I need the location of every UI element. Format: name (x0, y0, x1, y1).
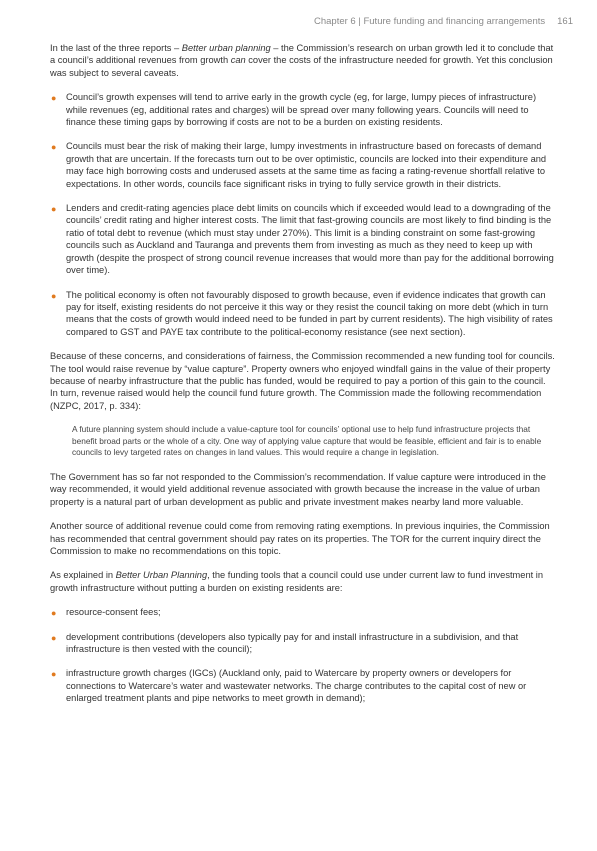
list-item (50, 606, 555, 618)
list-item-text: The political economy is often not favourably disposed to growth because, even if evidence indicates that growth can pay for itself, existing residents do not perceive it this way or they resist the council taking on more debt (which in turn means that the costs of growth would indeed need to be funded in part by current residents). The high visibility of rates compared to GST and PAYE tax contribute to the political-economy resistance (see next section). (66, 289, 553, 337)
page-number: 161 (557, 16, 573, 27)
list-item-text: Council’s growth expenses will tend to arrive early in the growth cycle (eg, for large, lumpy pieces of infrastructure) while revenues (eg, additional rates and charges) will be spread over many following years. Councils will need to finance these timing gaps by borrowing if costs are not to be a burden on existing residents. (66, 92, 537, 128)
caveats-list (50, 91, 555, 338)
list-item (50, 631, 555, 656)
emphasis-can: can (230, 55, 246, 66)
list-item (50, 289, 555, 339)
funding-tools-list (50, 606, 555, 704)
running-header (0, 16, 573, 27)
report-title-2: Better Urban Planning (115, 570, 208, 581)
rating-exemptions-paragraph: Another source of additional revenue could come from removing rating exemptions. In previous inquiries, the Commission has recommended that central government should pay rates on its properties. The TOR for the current inquiry direct the Commission to make no recommendations on this topic. (50, 521, 550, 556)
chapter-title: Chapter 6 | Future funding and financing arrangements (314, 16, 546, 27)
explained-text-1: As explained in (50, 570, 116, 581)
intro-text-2: – the Commission’s research on urban growth led it to conclude that a council’s additional revenues from growth (50, 43, 554, 66)
bullet-icon: ● (51, 669, 57, 680)
concerns-paragraph: Because of these concerns, and considerations of fairness, the Commission recommended a new funding tool for councils. The tool would raise revenue by “value capture”. Property owners who enjoyed windfall gains in the value of their property because of nearby infrastructure that the public has funded, would be required to pay a portion of this gain to the council. In turn, revenue raised would help the council fund future growth. The Commission made the following recommendation (NZPC, 2017, p. 334): (50, 351, 555, 411)
recommendation-quote: A future planning system should include a value-capture tool for councils’ optional use to help fund infrastructure projects that benefit broad parts or the whole of a city. One way of applying value capture that would be feasible, efficient and fair is to enable councils to levy targeted rates on changes in land values. This would require a change in legislation. (72, 424, 542, 458)
bullet-icon: ● (51, 290, 57, 301)
intro-paragraph (50, 42, 555, 79)
intro-text-1: In the last of the three reports – (50, 43, 182, 53)
intro-text-3: cover the costs of the infrastructure needed for growth. Yet this conclusion was subject to several caveats. (50, 55, 553, 78)
bullet-icon: ● (51, 608, 57, 619)
list-item (50, 667, 555, 704)
bullet-icon: ● (51, 93, 57, 104)
list-item-text: infrastructure growth charges (IGCs) (Auckland only, paid to Watercare by property owners or developers for connections to Watercare’s water and wastewater networks. The charge contributes to the capital cost of new or enlarged treatment plants and pipe networks to meet growth in demand); (66, 668, 527, 704)
bullet-icon: ● (51, 204, 57, 215)
list-item (50, 140, 555, 190)
explained-text-2: , the funding tools that a council could use under current law to fund investment in growth infrastructure without putting a burden on existing residents are: (50, 570, 544, 593)
list-item-text: Lenders and credit-rating agencies place debt limits on councils which if exceeded would lead to a downgrading of the councils’ credit rating and higher interest costs. The limit that fast-growing councils are most likely to find binding is the ratio of total debt to revenue (which must stay under 270%). This limit is a binding constraint on some fast-growing councils such as Auckland and Tauranga and prevents them from investing as much as they need to keep up with growth (despite the prospect of strong council revenue increases that would more than pay for the additional borrowing over time). (66, 203, 554, 276)
report-title: Better urban planning (181, 43, 271, 53)
list-item-text: resource-consent fees; (66, 607, 161, 618)
page-body (50, 42, 555, 717)
list-item (50, 91, 555, 128)
list-item-text: Councils must bear the risk of making their large, lumpy investments in infrastructure based on forecasts of demand growth that are uncertain. If the forecasts turn out to be over optimistic, councils are locked into their expenditure and may face high borrowing costs and underused assets at the same time as facing a rating-revenue shortfall relative to expectations. In other words, councils face significant risks in trying to fully service growth in their districts. (66, 141, 547, 189)
list-item-text: development contributions (developers also typically pay for and install infrastructure in a subdivision, and that infrastructure is then vested with the council); (66, 631, 519, 654)
bullet-icon: ● (51, 632, 57, 643)
bullet-icon: ● (51, 142, 57, 153)
government-paragraph: The Government has so far not responded to the Commission’s recommendation. If value capture were introduced in the way recommended, it would yield additional revenue associated with growth because the increase in the value of urban property is a natural part of urban development as public and private investment makes nearby land more valuable. (50, 471, 546, 507)
funding-tools-intro (50, 569, 555, 594)
list-item (50, 202, 555, 276)
